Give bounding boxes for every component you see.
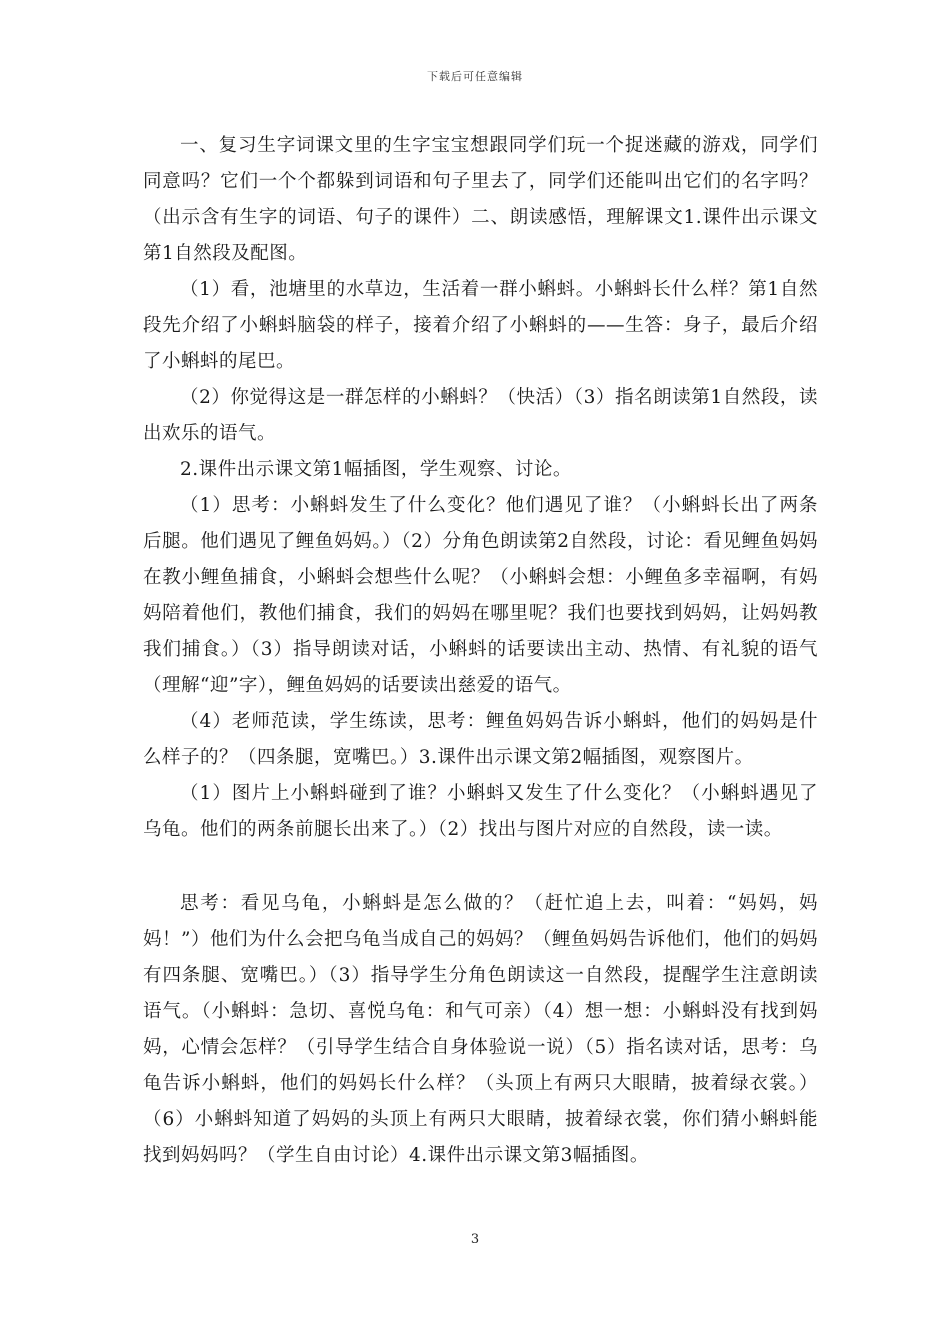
paragraph-review-words: 一、复习生字词课文里的生字宝宝想跟同学们玩一个捉迷藏的游戏，同学们同意吗？它们一个个都躲到词语和句子里去了，同学们还能叫出它们的名字吗？（出示含有生字的词语、句子的课件）二、朗读感悟，理解课文1.课件出示课文第1自然段及配图。 (143, 135, 818, 264)
page-header: 下载后可任意编辑 (427, 70, 523, 83)
paragraph-teacher-reading: （4）老师范读，学生练读，思考：鲤鱼妈妈告诉小蝌蚪，他们的妈妈是什么样子的？（四条腿，宽嘴巴。）3.课件出示课文第2幅插图，观察图片。 (143, 711, 818, 768)
paragraph-tortoise-discussion: 思考：看见乌龟，小蝌蚪是怎么做的？（赶忙追上去，叫着：“妈妈，妈妈！”）他们为什么会把乌龟当成自己的妈妈？（鲤鱼妈妈告诉他们，他们的妈妈有四条腿、宽嘴巴。）（3）指导学生分角色朗读这一自然段，提醒学生注意朗读语气。（小蝌蚪：急切、喜悦乌龟：和气可亲）（4）想一想：小蝌蚪没有找到妈妈，心情会怎样？（引导学生结合自身体验说一说）（5）指名读对话，思考：乌龟告诉小蝌蚪，他们的妈妈长什么样？（头顶上有两只大眼睛，披着绿衣裳。）（6）小蝌蚪知道了妈妈的头顶上有两只大眼睛，披着绿衣裳，你们猜小蝌蚪能找到妈妈吗？（学生自由讨论）4.课件出示课文第3幅插图。 (143, 893, 818, 1166)
paragraph-illustration-one: 2.课件出示课文第1幅插图，学生观察、讨论。 (180, 459, 572, 480)
paragraph-carp-mother: （1）思考：小蝌蚪发生了什么变化？他们遇见了谁？（小蝌蚪长出了两条后腿。他们遇见了鲤鱼妈妈。）（2）分角色朗读第2自然段，讨论：看见鲤鱼妈妈在教小鲤鱼捕食，小蝌蚪会想些什么呢？（小蝌蚪会想：小鲤鱼多幸福啊，有妈妈陪着他们，教他们捕食，我们的妈妈在哪里呢？我们也要找到妈妈，让妈妈教我们捕食。）（3）指导朗读对话，小蝌蚪的话要读出主动、热情、有礼貌的语气（理解“迎”字），鲤鱼妈妈的话要读出慈爱的语气。 (143, 495, 818, 696)
paragraph-tortoise-meeting: （1）图片上小蝌蚪碰到了谁？小蝌蚪又发生了什么变化？（小蝌蚪遇见了乌龟。他们的两条前腿长出来了。）（2）找出与图片对应的自然段，读一读。 (143, 783, 818, 840)
paragraph-tadpole-appearance: （1）看，池塘里的水草边，生活着一群小蝌蚪。小蝌蚪长什么样？第1自然段先介绍了小蝌蚪脑袋的样子，接着介绍了小蝌蚪的——生答：身子，最后介绍了小蝌蚪的尾巴。 (143, 279, 818, 372)
page-number: 3 (470, 1232, 480, 1247)
paragraph-happy-tadpoles: （2）你觉得这是一群怎样的小蝌蚪？（快活）（3）指名朗读第1自然段，读出欢乐的语气。 (143, 387, 818, 444)
document-body (143, 128, 818, 1174)
paragraph-spacer (143, 848, 818, 886)
